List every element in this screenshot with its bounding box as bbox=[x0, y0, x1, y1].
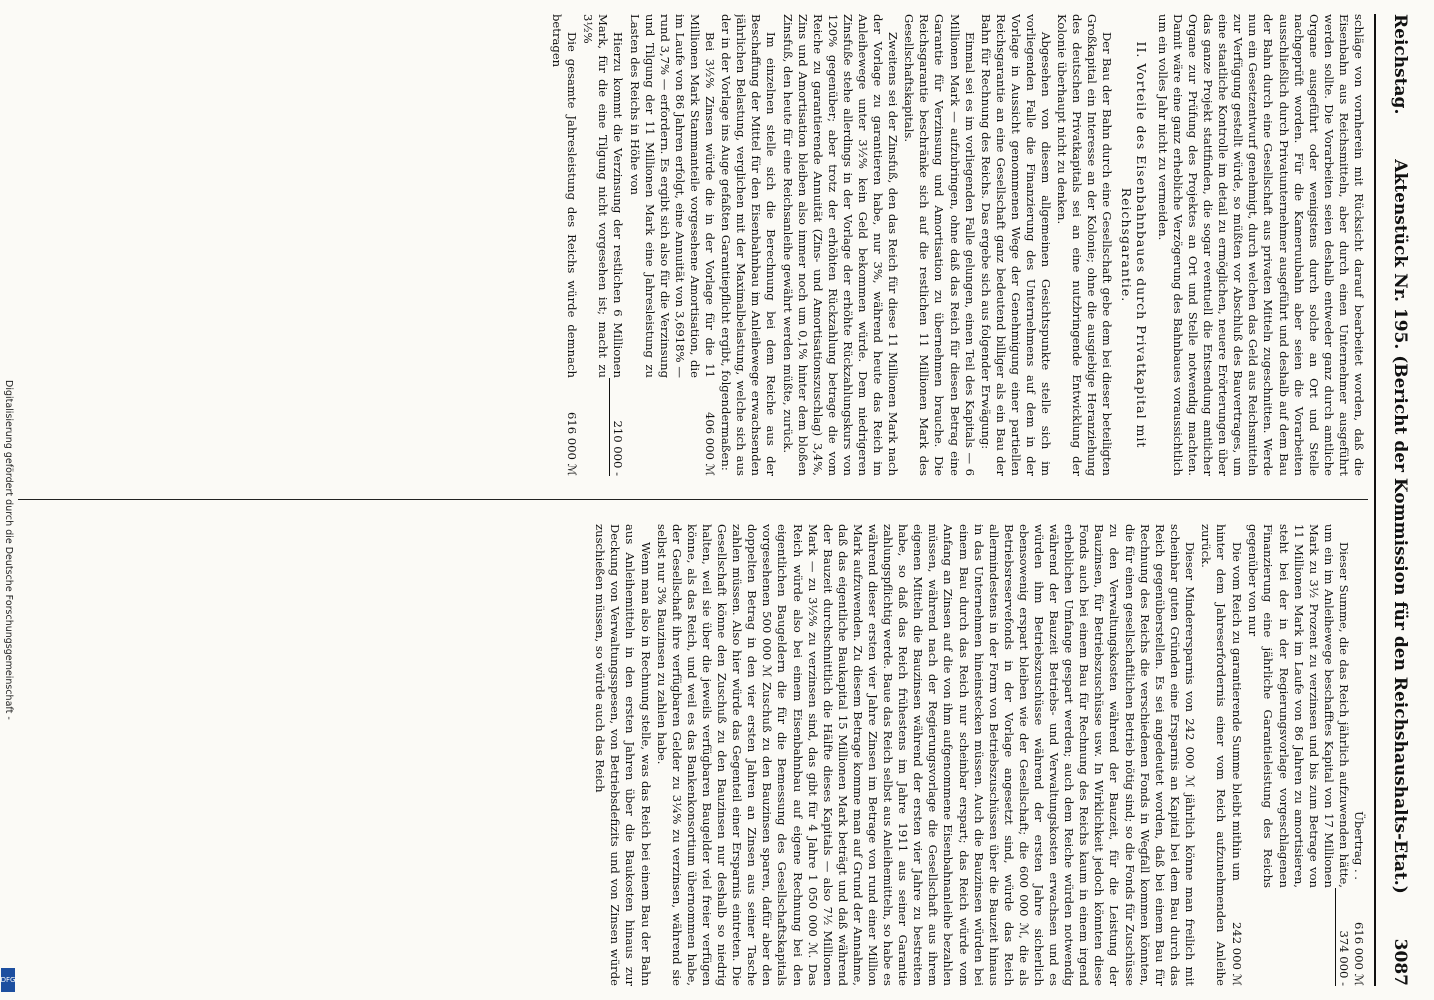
paragraph: Dieser Minderersparnis von 242 000 ℳ jährlich könne man freilich mit scheinbar guten Gründen eine Ersparnis an Kapital bei dem Bau durch das Reich gegenüberstellen. Es sei angedeutet worden, daß bei einem Bau für Rechnung des Reichs die verschiedenen Fonds in Wegfall kommen könnten, die für einen gesellschaftlichen Betrieb nötig sind; so die Fonds für Zuschüsse zu den Verwaltungskosten während der Bauzeit, für die Leistung der Bauzinsen, für Betriebszuschüsse usw. In Wirklichkeit jedoch könnten diese Fonds auch bei einem Bau für Rechnung des Reichs kaum in einem irgend erheblichen Umfange gespart werden; auch dem Reiche würden notwendig während der Bauzeit Betriebs- und Verwaltungskosten erwachsen und es würden ihm Betriebszuschüsse während der ersten Jahre sicherlich ebensowenig erspart bleiben wie der Gesellschaft; die 600 000 ℳ, die als Betriebsreservefonds in der Vorlage angesetzt sind, würde das Reich allermindestens in der Form von Betriebszuschüssen über die Bauzeit hinaus in das Unternehmen hineinstecken müssen. Auch die Bauzinsen würden bei einem Bau durch das Reich nur scheinbar erspart; das Reich würde vom Anfang an Zinsen auf die von ihm aufgenommene Eisenbahnanleihe bezahlen müssen, während nach der Regierungsvorlage die Gesellschaft aus ihrem eigenen Mitteln die Bauzinsen während der ersten vier Jahre zu bestreiten habe, so daß das Reich frühestens im Jahre 1911 aus seiner Garantie zahlungspflichtig werde. Baue das Reich selbst aus Anleihemitteln, so habe es während dieser ersten vier Jahre Zinsen im Betrage von rund einer Million Mark aufzuwenden. Zu diesem Betrage komme man auf Grund der Annahme, daß das eigentliche Baukapital 15 Millionen Mark beträgt und daß während der Bauzeit durchschnittlich die Hälfte dieses Kapitals — also 7½ Millionen Mark — zu 3½% zu verzinsen sind, das gibt für 4 Jahre 1 050 000 ℳ. Das Reich würde also bei einem Eisenbahnbau auf eigene Rechnung bei den eigentlichen Baugeldern die für die Bemessung des Gesellschaftskapitals vorgesehenen 500 000 ℳ Zuschuß zu den Bauzinsen sparen, dafür aber den doppelten Betrag in den vier ersten Jahren an Zinsen aus seiner Tasche zahlen müssen. Also hier würde das Gegenteil einer Ersparnis eintreten. Die Gesellschaft könne den Zuschuß zu den Bauzinsen nur deshalb so niedrig halten, weil sie über die jeweils verfügbaren Baugelder viel freier verfügen könne, als das Reich, und weil es das Bankenkonsortium übernommen habe, der Gesellschaft ihre verfügbaren Gelder zu 3¼% zu verzinsen, während sie selbst nur 3% Bauzinsen zu zahlen habe. bbox=[654, 524, 1197, 986]
left-column bbox=[16, 14, 1366, 476]
dfg-logo-icon bbox=[1, 968, 15, 992]
amount-value: 616 000 ℳ bbox=[565, 411, 580, 476]
amount-row bbox=[1244, 524, 1351, 986]
paragraph: Bei 3½% Zinsen würde die in der Vorlage für die 11 Millionen Mark Stammanteile vorgesehene Amortisation, die im Laufe von 86 Jahren erfolgt, eine Annuität von 3,6918% — rund 3,7% — erfordern. Es ergibt sich also für die Verzinsung und Tilgung der 11 Millionen Mark eine Jahresleistung zu Lasten des Reichs in Höhe von bbox=[627, 14, 718, 378]
column-divider bbox=[18, 499, 1368, 500]
paragraph: Hierzu kommt die Verzinsung der restlichen 6 Millionen Mark, für die eine Tilgung nicht vorgesehen ist; macht zu 3½% bbox=[581, 14, 626, 378]
header-rule bbox=[1374, 14, 1376, 986]
amount-value: 210 000 - bbox=[609, 378, 625, 476]
paragraph: Der Bau der Bahn durch eine Gesellschaft gebe dem bei dieser beteiligten Großkapital ein Interesse an der Kolonie; ohne die ausgiebige Heranziehung des deutschen Privatkapitals sei an eine nutzbringende Entwicklung der Kolonie überhaupt nicht zu denken. bbox=[1055, 14, 1115, 476]
paragraph: Im einzelnen stelle sich die Berechnung bei dem Reiche aus der Beschaffung der Mittel für den Eisenbahnbau im Anleihewege erwachsenden jährlichen Belastung, verglichen mit der Maximalbelastung, welche sich aus der in der Vorlage ins Auge gefaßten Garantiepflicht ergibt, folgendermaßen: bbox=[719, 14, 779, 476]
paragraph: Wenn man also in Rechnung stelle, was das Reich bei einem Bau der Bahn aus Anleihemitteln in den ersten Jahren über die Baukosten hinaus zur Deckung von Verwaltungsspesen, von Betriebsdefizits und von Zinsen würde zuschießen müssen, so würde auch das Reich bbox=[593, 524, 653, 986]
right-column bbox=[16, 524, 1366, 986]
amount-row bbox=[1228, 524, 1244, 986]
page-number: 3087 bbox=[1390, 938, 1410, 986]
amount-row bbox=[1351, 524, 1366, 986]
paragraph: hinter dem Jahreserfordernis einer vom Reich aufzunehmenden Anleihe zurück. bbox=[1199, 524, 1229, 986]
amount-row bbox=[626, 14, 718, 476]
section-heading: II. Vorteile des Eisenbahnbaues durch Privatkapital mit Reichsgarantie. bbox=[1118, 41, 1149, 449]
header-title: Aktenstück Nr. 195. (Bericht der Kommission für den Reichshaushalts-Etat.) bbox=[1390, 159, 1410, 894]
amount-value: 406 000 ℳ bbox=[703, 411, 718, 476]
paragraph: Die gesamte Jahresleistung des Reichs würde demnach betragen bbox=[550, 14, 580, 378]
paragraph: schläge von vornherein mit Rücksicht darauf bearbeitet worden, daß die Eisenbahn aus Reichsmitteln, aber durch einen Unternehmer ausgeführt werden sollte. Die Vorarbeiten seien deshalb entweder ganz durch amtliche Organe ausgeführt oder wenigstens durch solche an Ort und Stelle nachgeprüft worden. Für die Kameruubahn aber seien die Vorarbeiten ausschließlich durch Privatunternehmer ausgeführt und deshalb auf dem Bau der Bahn durch eine Gesellschaft aus privaten Mitteln zugeschnitten. Werde nun ein Gesetzentwurf genehmigt, durch welchen das Geld aus Reichsmitteln zur Verfügung gestellt würde, so müßten vor Abschluß des Bauvertrages, um eine staatliche Kontrolle im detail zu ermöglichen, neuere Erörterungen über das ganze Projekt stattfinden, die sogar eventuell die Entsendung amtlicher Organe zur Prüfung des Projektes an Ort und Stelle notwendig machten. Damit wäre eine ganz erhebliche Verzögerung des Bahnbaues voraussichtlich um ein volles Jahr nicht zu vermeiden. bbox=[1155, 14, 1366, 476]
page-header bbox=[1376, 14, 1410, 986]
logo-text: DFG bbox=[0, 976, 16, 984]
amount-value: 374 000 - bbox=[1335, 888, 1351, 986]
credit-text: Digitalisierung gefördert durch die Deutsche Forschungsgemeinschaft - bbox=[3, 380, 14, 720]
paragraph: Einmal sei es im vorliegenden Falle gelungen, einen Teil des Kapitals — 6 Millionen Mark — aufzubringen, ohne daß das Reich für diesen Betrag eine Garantie für Verzinsung und Amortisation zu übernehmen brauche. Die Reichsgarantie beschränke sich auf die restlichen 11 Millionen Mark des Gesellschaftskapitals. bbox=[902, 14, 977, 476]
paragraph: Abgesehen von diesem allgemeinen Gesichtspunkte stelle sich im vorliegenden Falle die Finanzierung des Unternehmens auf dem in der Vorlage in Aussicht genommenen Wege der Genehmigung einer partiellen Reichsgarantie an eine Gesellschaft ganz bedeutend billiger als ein Bau der Bahn für Rechnung des Reichs. Das ergebe sich aus folgender Erwägung: bbox=[978, 14, 1054, 476]
paragraph: Die vom Reich zu garantierende Summe bleibt mithin um bbox=[1230, 542, 1245, 881]
carry-over-label: Übertrag . . bbox=[1352, 811, 1366, 880]
paragraph: Dieser Summe, die das Reich jährlich aufzuwenden hätte, um ein im Anleihewege beschafftes Kapital von 17 Millionen Mark zu 3½ Prozent zu verzinsen und bis zum Betrage von 11 Millionen Mark im Laufe von 86 Jahren zu amortisieren, steht bei der in der Regierungsvorlage vorgeschlagenen Finanzierung eine jährliche Garantieleistung des Reichs gegenüber von nur bbox=[1246, 524, 1351, 888]
amount-value: 616 000 ℳ bbox=[1352, 921, 1366, 986]
header-left: Reichstag. bbox=[1390, 14, 1410, 115]
digitization-credit bbox=[2, 380, 16, 1000]
amount-value: 242 000 ℳ bbox=[1230, 921, 1245, 986]
paragraph: Zweitens sei der Zinsfuß, den das Reich für diese 11 Millionen Mark nach der Vorlage zu garantieren habe, nur 3%, während heute das Reich im Anleihewege unter 3½% kein Geld bekommen würde. Dem niedrigeren Zinsfuße stehe allerdings in der Vorlage der erhöhte Rückzahlungskurs von 120% gegenüber; aber trotz der erhöhten Rückzahlung betrage die vom Reiche zu garantierende Annuität (Zins- und Amortisationszuschlag) 3,4%, Zins und Amortisation bleiben also immer noch um 0,1% hinter dem bloßen Zinsfuß, den heute für eine Reichsanleihe gewährt werden müßte, zurück. bbox=[780, 14, 901, 476]
amount-row bbox=[548, 14, 579, 476]
amount-row bbox=[579, 14, 625, 476]
